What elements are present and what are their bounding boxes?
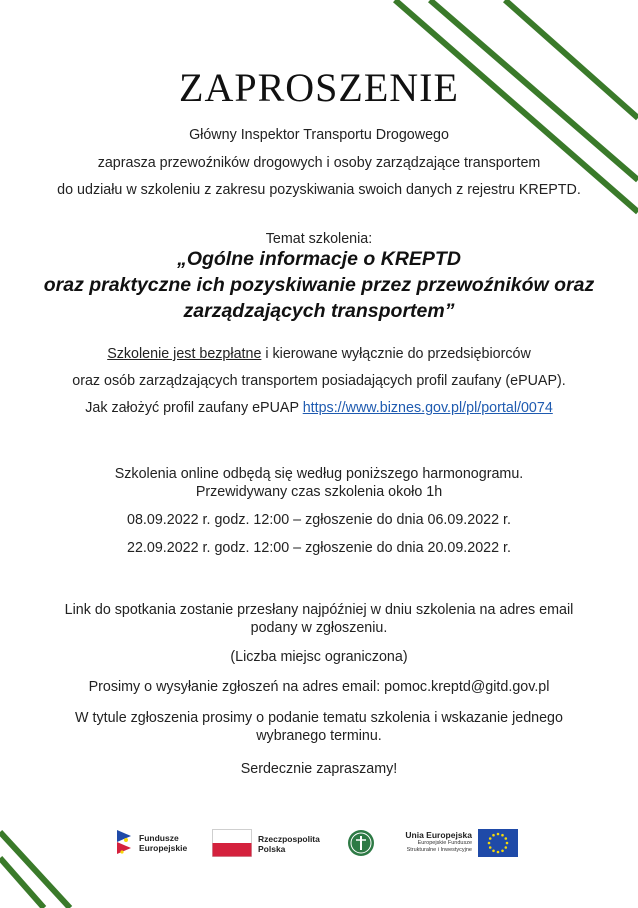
subject-line-1: W tytule zgłoszenia prosimy o podanie tematu szkolenia i wskazanie jednego xyxy=(75,710,563,726)
eu-flag-icon xyxy=(478,829,518,857)
ue-title: Unia Europejska xyxy=(405,830,472,840)
subject-line-2: wybranego terminu. xyxy=(256,728,382,744)
ue-sub-1: Europejskie Fundusze xyxy=(417,840,472,846)
ue-sub-2: Strukturalne i Inwestycyjne xyxy=(406,847,472,853)
session-1: 08.09.2022 r. godz. 12:00 – zgłoszenie do dnia 06.09.2022 r. xyxy=(127,512,511,528)
free-training-line xyxy=(20,345,618,363)
logo-rzeczpospolita-polska xyxy=(212,824,327,864)
schedule-line-1: Szkolenia online odbędą się według poniższego harmonogramu. xyxy=(114,466,524,482)
free-training-emphasis: Szkolenie jest bezpłatne xyxy=(107,346,262,362)
intro-line-3: do udziału w szkoleniu z zakresu pozyskiwania swoich danych z rejestru KREPTD. xyxy=(57,182,581,198)
gitd-emblem-icon xyxy=(347,829,375,857)
link-info-line-2: podany w zgłoszeniu. xyxy=(250,620,388,636)
intro-line-1: Główny Inspektor Transportu Drogowego xyxy=(189,127,449,143)
schedule-line-2: Przewidywany czas szkolenia około 1h xyxy=(195,484,443,500)
link-info-line-1: Link do spotkania zostanie przesłany najpóźniej w dniu szkolenia na adres email xyxy=(64,602,574,618)
topic-title xyxy=(20,246,618,324)
epuap-help-label: Jak założyć profil zaufany ePUAP xyxy=(85,400,303,416)
logo-fundusze-europejskie xyxy=(114,824,199,864)
topic-label: Temat szkolenia: xyxy=(265,231,373,247)
intro-line-2: zaprasza przewoźników drogowych i osoby zarządzające transportem xyxy=(97,155,541,171)
logo-unia-europejska xyxy=(396,824,521,864)
logo-gitd xyxy=(347,824,375,864)
epuap-help-link[interactable]: https://www.biznes.gov.pl/pl/portal/0074 xyxy=(302,400,553,416)
epuap-help-line xyxy=(20,399,618,417)
rp-line-1: Rzeczpospolita xyxy=(258,834,320,844)
page-title: ZAPROSZENIE xyxy=(179,65,459,110)
limited-places: (Liczba miejsc ograniczona) xyxy=(230,649,408,665)
topic-line-1: „Ogólne informacje o KREPTD xyxy=(177,248,461,270)
profile-requirement-line: oraz osób zarządzających transportem posiadających profil zaufany (ePUAP). xyxy=(72,373,566,389)
topic-line-2: oraz praktyczne ich pozyskiwanie przez przewoźników oraz xyxy=(43,274,595,296)
fundusze-europejskie-icon xyxy=(114,826,134,860)
free-training-rest: i kierowane wyłącznie do przedsiębiorców xyxy=(261,346,531,362)
logos-bar xyxy=(0,824,638,864)
polish-flag-icon xyxy=(212,829,252,857)
closing-line: Serdecznie zapraszamy! xyxy=(240,761,398,777)
fe-line-1: Fundusze xyxy=(139,833,179,843)
session-2: 22.09.2022 r. godz. 12:00 – zgłoszenie do dnia 20.09.2022 r. xyxy=(127,540,511,556)
topic-line-3: zarządzających transportem” xyxy=(183,300,455,322)
rp-line-2: Polska xyxy=(258,844,286,854)
email-line: Prosimy o wysyłanie zgłoszeń na adres email: pomoc.kreptd@gitd.gov.pl xyxy=(88,679,550,695)
fe-line-2: Europejskie xyxy=(139,843,188,853)
